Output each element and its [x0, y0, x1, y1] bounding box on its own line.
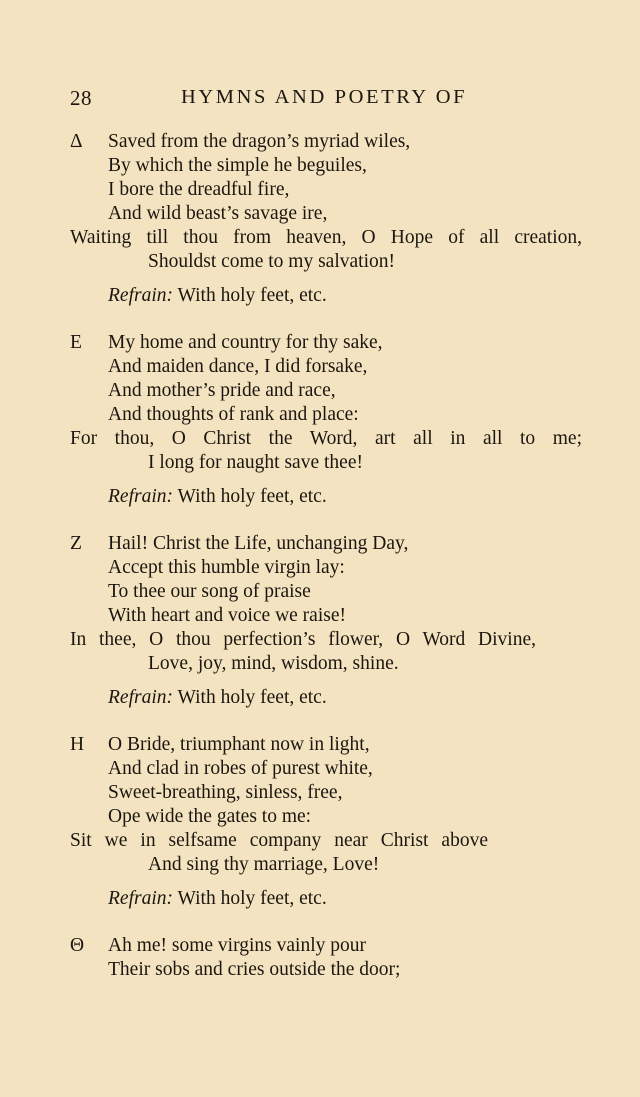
poem-line: Their sobs and cries outside the door;	[108, 959, 401, 980]
poem-line: To thee our song of praise	[108, 581, 311, 602]
refrain-label: Refrain:	[108, 687, 173, 708]
refrain-label: Refrain:	[108, 888, 173, 909]
poem-line	[70, 331, 610, 355]
poem-line: Ope wide the gates to me:	[108, 806, 312, 827]
poem-line	[70, 733, 610, 757]
poem-line: And maiden dance, I did forsake,	[108, 356, 368, 377]
poem-line: By which the simple he beguiles,	[108, 155, 367, 176]
stanza-letter: Θ	[70, 935, 85, 956]
poem-line: And sing thy marriage, Love!	[148, 854, 380, 875]
poem-line	[70, 532, 610, 556]
poem-line: And wild beast’s savage ire,	[108, 203, 328, 224]
line-text: Saved from the dragon’s myriad wiles,	[108, 131, 411, 152]
stanza-epsilon	[70, 331, 610, 509]
poem-line: Sweet-breathing, sinless, free,	[108, 782, 343, 803]
poem-line: Shouldst come to my salvation!	[148, 251, 395, 272]
poem-line: Accept this humble virgin lay:	[108, 557, 345, 578]
poem-line: Love, joy, mind, wisdom, shine.	[148, 653, 399, 674]
stanza-theta	[70, 934, 610, 982]
refrain-text: With holy feet, etc.	[177, 285, 327, 306]
poem-line: Waiting till thou from heaven, O Hope of all creation,	[70, 227, 582, 248]
page-header	[70, 86, 470, 116]
page-number: 28	[70, 86, 92, 110]
stanza-letter: Z	[70, 533, 82, 554]
line-text: My home and country for thy sake,	[108, 332, 383, 353]
poem-line: In thee, O thou perfection’s flower, O Word Divine,	[70, 629, 536, 650]
poem-line	[70, 130, 610, 154]
refrain-label: Refrain:	[108, 486, 173, 507]
poem	[70, 130, 610, 1005]
stanza-letter: Δ	[70, 131, 83, 152]
line-text: Hail! Christ the Life, unchanging Day,	[108, 533, 409, 554]
poem-line: And thoughts of rank and place:	[108, 404, 359, 425]
poem-line: And clad in robes of purest white,	[108, 758, 373, 779]
refrain	[70, 887, 610, 911]
poem-line: I long for naught save thee!	[148, 452, 363, 473]
poem-line: For thou, O Christ the Word, art all in all to me;	[70, 428, 582, 449]
stanza-zeta	[70, 532, 610, 710]
line-text: Ah me! some virgins vainly pour	[108, 935, 366, 956]
poem-line: And mother’s pride and race,	[108, 380, 336, 401]
refrain	[70, 485, 610, 509]
line-text: O Bride, triumphant now in light,	[108, 734, 370, 755]
stanza-letter: H	[70, 734, 85, 755]
refrain-text: With holy feet, etc.	[177, 687, 327, 708]
stanza-eta	[70, 733, 610, 911]
poem-line	[70, 934, 610, 958]
stanza-delta	[70, 130, 610, 308]
poem-line: I bore the dreadful fire,	[108, 179, 290, 200]
refrain-label: Refrain:	[108, 285, 173, 306]
refrain	[70, 284, 610, 308]
stanza-letter: E	[70, 332, 82, 353]
running-head: HYMNS AND POETRY OF	[181, 86, 468, 108]
poem-line: With heart and voice we raise!	[108, 605, 346, 626]
refrain	[70, 686, 610, 710]
refrain-text: With holy feet, etc.	[177, 486, 327, 507]
refrain-text: With holy feet, etc.	[177, 888, 327, 909]
poem-line: Sit we in selfsame company near Christ above	[70, 830, 488, 851]
